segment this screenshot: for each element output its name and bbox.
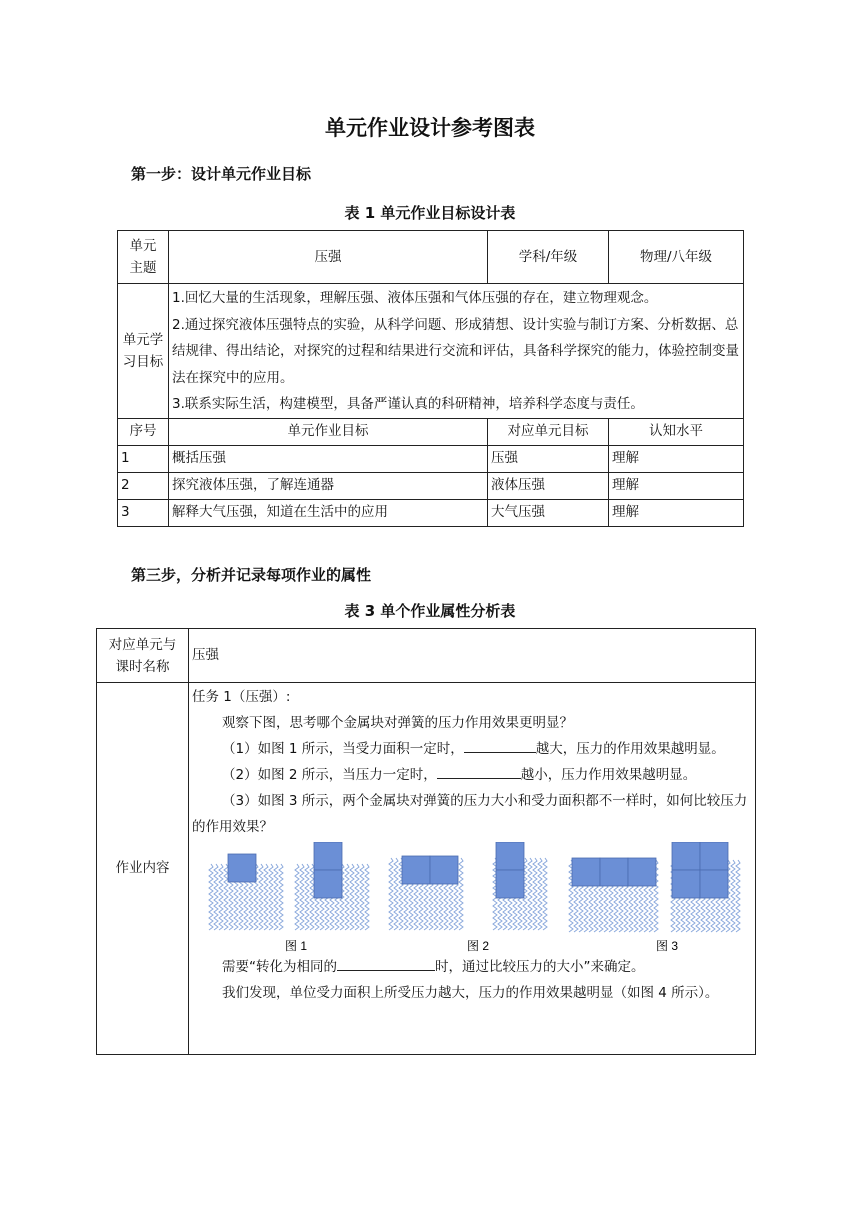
metal-block [700,870,728,898]
row-no: 1 [118,445,169,472]
content-label: 作业内容 [97,683,189,1055]
table-row [118,472,744,499]
q2-prefix: （2）如图 2 所示，当压力一定时， [222,767,437,783]
metal-block [496,842,524,870]
figure-2-label: 图 2 [466,939,490,953]
lesson-label: 对应单元与 课时名称 [97,629,189,683]
unit-theme-label: 单元 主题 [118,231,169,284]
metal-block [572,858,600,886]
figure-3-label: 图 3 [655,939,679,953]
header-unit-goal: 对应单元目标 [488,418,609,445]
header-goal: 单元作业目标 [169,418,488,445]
goal-item: 1.回忆大量的生活现象，理解压强、液体压强和气体压强的存在，建立物理观念。 [172,290,658,306]
metal-block [496,870,524,898]
q2-blank [437,764,521,779]
q1-suffix: 越大，压力的作用效果越明显。 [535,741,725,757]
question-2 [192,762,752,788]
need-prefix: 需要“转化为相同的 [222,959,337,975]
row-goal: 解释大气压强，知道在生活中的应用 [169,499,488,526]
row-no: 2 [118,472,169,499]
metal-block [628,858,656,886]
metal-block [430,856,458,884]
metal-block [402,856,430,884]
header-level: 认知水平 [609,418,744,445]
unit-theme-value: 压强 [169,231,488,284]
row-unit-goal: 压强 [488,445,609,472]
q1-blank [464,738,536,753]
blocks-group [228,842,728,898]
attribute-analysis-table [96,628,756,1055]
need-blank [337,956,435,971]
table3-caption: 表 3 单个作业属性分析表 [344,602,516,620]
task-title: 任务 1（压强）: [192,689,291,705]
header-no: 序号 [118,418,169,445]
row-unit-goal: 液体压强 [488,472,609,499]
metal-block [314,870,342,898]
content-cell [189,683,756,1055]
row-level: 理解 [609,499,744,526]
figure-1-label: 图 1 [284,939,308,953]
goal-item: 3.联系实际生活，构建模型，具备严谨认真的科研精神，培养科学态度与责任。 [172,396,644,412]
row-goal: 概括压强 [169,445,488,472]
metal-block [600,858,628,886]
metal-block [700,842,728,870]
row-level: 理解 [609,445,744,472]
metal-block [672,870,700,898]
observe-text: 观察下图，思考哪个金属块对弹簧的压力作用效果更明显？ [222,715,573,731]
spring-diagram [192,842,752,954]
lesson-value: 压强 [189,629,756,683]
subject-grade-value: 物理/八年级 [609,231,744,284]
row-level: 理解 [609,472,744,499]
question-1 [192,736,752,762]
page-title: 单元作业设计参考图表 [325,116,535,140]
table-row [118,445,744,472]
metal-block [228,854,256,882]
need-suffix: 时，通过比较压力的大小”来确定。 [435,959,645,975]
metal-block [314,842,342,870]
row-unit-goal: 大气压强 [488,499,609,526]
conclusion-text: 我们发现，单位受力面积上所受压力越大，压力的作用效果越明显（如图 4 所示）。 [222,985,719,1001]
spring-figures [192,842,752,954]
goal-design-table [117,230,744,527]
goals-cell [169,284,744,419]
need-text [192,954,752,980]
step3-heading: 第三步，分析并记录每项作业的属性 [131,566,372,584]
metal-block [672,842,700,870]
question-3: （3）如图 3 所示，两个金属块对弹簧的压力大小和受力面积都不一样时，如何比较压力的作用效果？ [192,793,748,835]
row-goal: 探究液体压强，了解连通器 [169,472,488,499]
q1-prefix: （1）如图 1 所示，当受力面积一定时， [222,741,464,757]
step1-heading: 第一步：设计单元作业目标 [131,165,312,183]
row-no: 3 [118,499,169,526]
springs-group [209,858,740,932]
goals-label: 单元学 习目标 [118,284,169,419]
table1-caption: 表 1 单元作业目标设计表 [344,204,516,222]
table-row [118,499,744,526]
q2-suffix: 越小，压力作用效果越明显。 [520,767,697,783]
subject-grade-label: 学科/年级 [488,231,609,284]
goal-item: 2.通过探究液体压强特点的实验，从科学问题、形成猜想、设计实验与制订方案、分析数据、总结规律、得出结论，对探究的过程和结果进行交流和评估，具备科学探究的能力，体验控制变量法在探究中的应用。 [172,316,739,386]
